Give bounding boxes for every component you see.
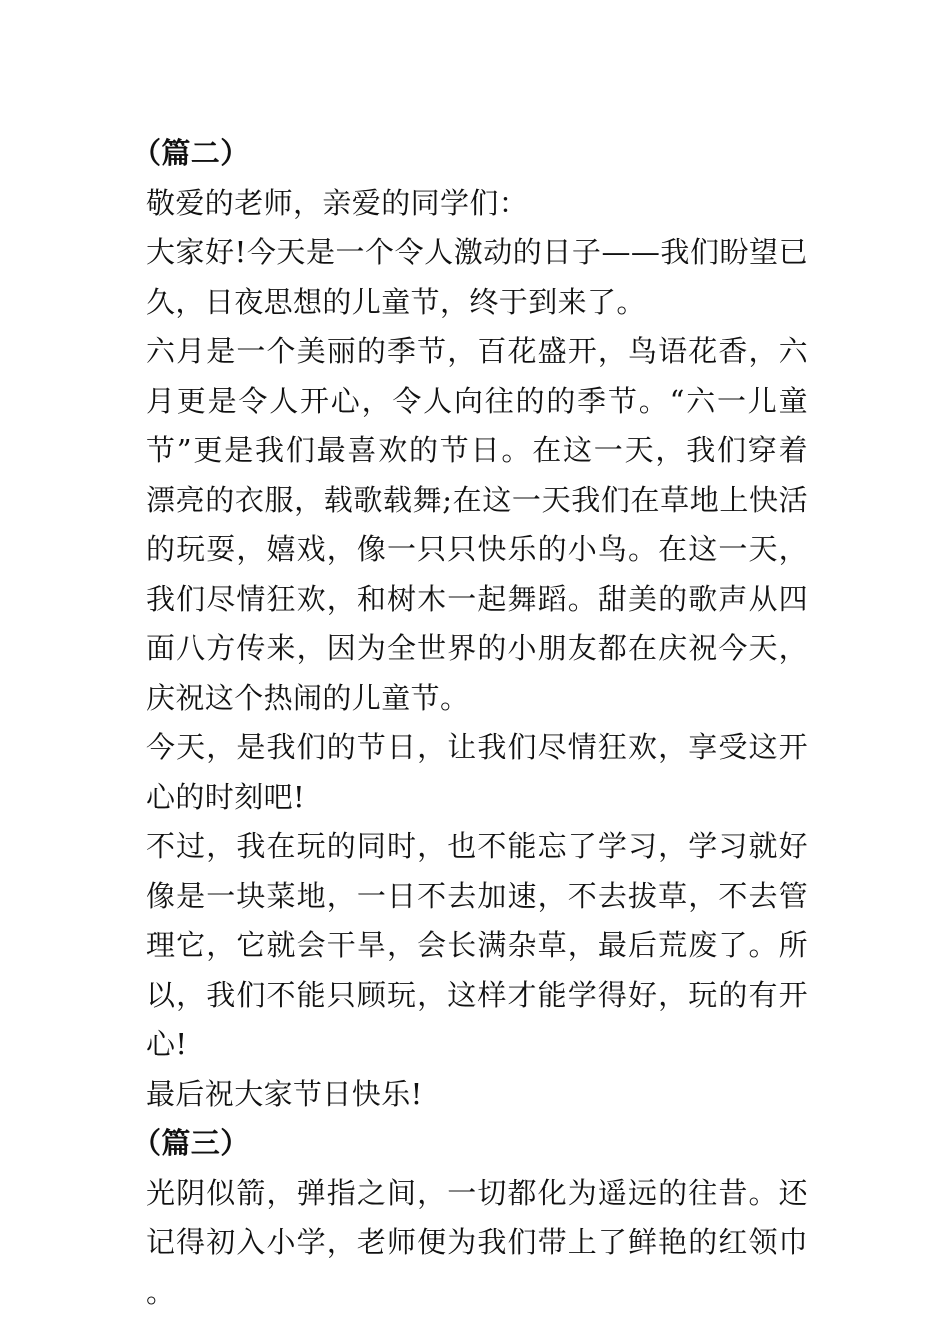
section-three-heading: （篇三） [132,1126,250,1160]
section-two-heading: （篇二） [132,136,250,170]
paragraph: 六月是一个美丽的季节，百花盛开，鸟语花香，六月更是令人开心，令人向往的的季节。“六一儿童节”更是我们最喜欢的节日。在这一天，我们穿着漂亮的衣服，载歌载舞;在这一天我们在草地上快活的玩耍，嬉戏，像一只只快乐的小鸟。在这一天，我们尽情狂欢，和树木一起舞蹈。甜美的歌声从四面八方传来，因为全世界的小朋友都在庆祝今天，庆祝这个热闹的儿童节。 [146,334,808,715]
paragraph: 不过，我在玩的同时，也不能忘了学习，学习就好像是一块菜地，一日不去加速，不去拔草，不去管理它，它就会干旱，会长满杂草，最后荒废了。所以，我们不能只顾玩，这样才能学得好，玩的有开心! [146,829,808,1061]
closing-line: 最后祝大家节日快乐! [146,1076,423,1111]
greeting-line: 敬爱的老师，亲爱的同学们： [146,185,529,220]
paragraph: 大家好!今天是一个令人激动的日子——我们盼望已久，日夜思想的儿童节，终于到来了。 [146,235,808,319]
document-body [132,129,808,1317]
paragraph: 光阴似箭，弹指之间，一切都化为遥远的往昔。还记得初入小学，老师便为我们带上了鲜艳的红领巾。 [146,1175,808,1309]
paragraph: 今天，是我们的节日，让我们尽情狂欢，享受这开心的时刻吧! [146,730,808,814]
